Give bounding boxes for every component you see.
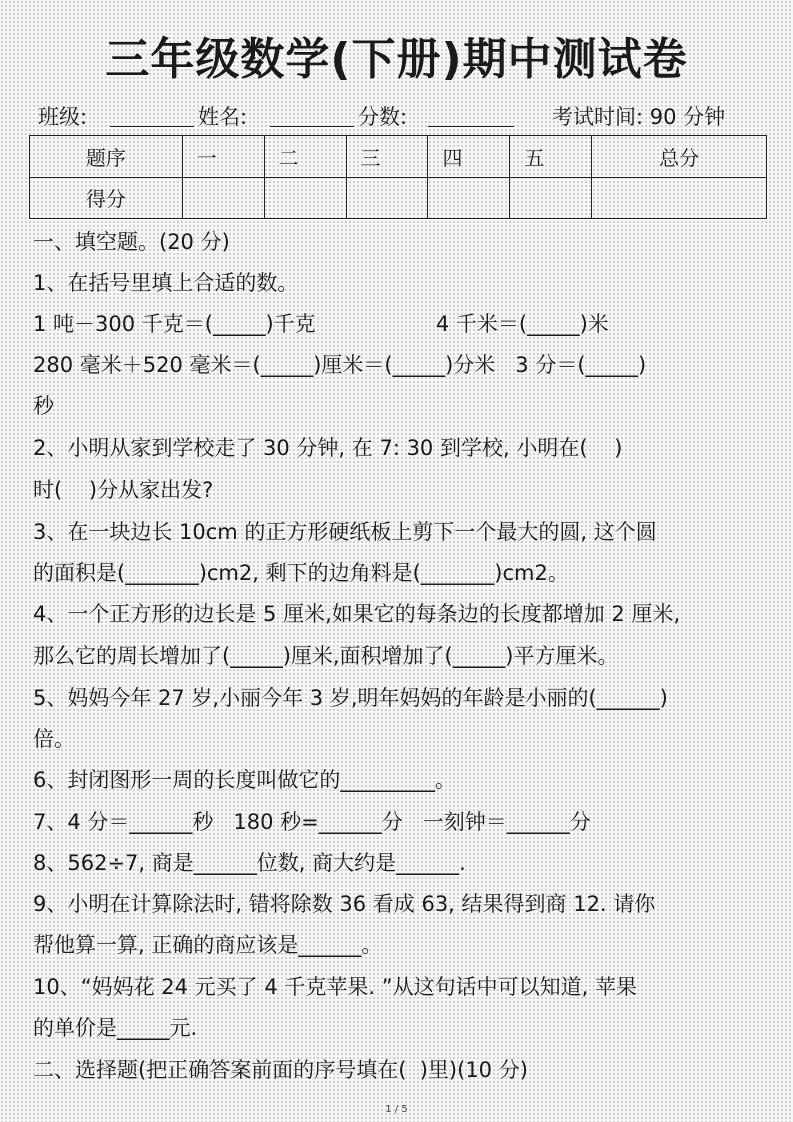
exam-title: 三年级数学(下册)期中测试卷 [105,34,688,85]
score-header-cell: 题序 [30,136,183,178]
score-cell[interactable] [182,177,264,219]
class-blank[interactable] [110,102,194,127]
question-line: 的面积是(_______)cm2, 剩下的边角料是(_______)cm2。 [33,561,569,585]
question-line: 倍。 [33,727,75,751]
question-line: 时( )分从家出发? [33,478,214,502]
score-row-label: 得分 [30,177,183,219]
score-cell[interactable] [428,177,510,219]
question-line: 那么它的周长增加了(_____)厘米,面积增加了(_____)平方厘米。 [33,644,619,668]
question-line: 秒 [33,394,54,418]
score-cell[interactable] [592,177,767,219]
question-line: 280 毫米＋520 毫米＝(_____)厘米＝(_____)分米 3 分＝(_____) [33,353,647,377]
question-line: 8、562÷7, 商是______位数, 商大约是______. [33,851,466,875]
score-table-score-row [30,177,767,219]
question-line: 6、封闭图形一周的长度叫做它的_________。 [33,768,456,792]
class-label: 班级: [38,105,88,129]
question-line: 1 吨－300 千克＝(_____)千克 4 千米＝(_____)米 [33,312,609,336]
score-cell[interactable] [346,177,428,219]
page-number: 1 / 5 [385,1104,408,1115]
question-line: 5、妈妈今年 27 岁,小丽今年 3 岁,明年妈妈的年龄是小丽的(______) [33,686,668,710]
section-heading-fill-blank: 一、填空题。(20 分) [33,230,230,254]
exam-info-row [38,100,768,134]
question-line: 2、小明从家到学校走了 30 分钟, 在 7: 30 到学校, 小明在( ) [33,436,623,460]
question-line: 1、在括号里填上合适的数。 [33,271,299,295]
score-table-header-row [30,136,767,178]
name-blank[interactable] [270,102,354,127]
score-header-cell: 总分 [592,136,767,178]
question-line: 4、一个正方形的边长是 5 厘米,如果它的每条边的长度都增加 2 厘米, [33,602,681,626]
score-cell[interactable] [510,177,592,219]
score-label: 分数: [358,105,408,129]
score-cell[interactable] [264,177,346,219]
score-header-cell: 三 [346,136,428,178]
score-header-cell: 五 [510,136,592,178]
exam-time: 考试时间: 90 分钟 [552,105,726,129]
score-header-cell: 四 [428,136,510,178]
question-line: 的单价是_____元. [33,1016,198,1040]
score-table [29,135,767,219]
score-blank[interactable] [428,102,514,127]
question-line: 7、4 分＝______秒 180 秒=______分 一刻钟＝______分 [33,810,591,834]
question-line: 9、小明在计算除法时, 错将除数 36 看成 63, 结果得到商 12. 请你 [33,892,656,916]
question-line: 3、在一块边长 10cm 的正方形硬纸板上剪下一个最大的圆, 这个圆 [33,520,657,544]
question-line: 10、“妈妈花 24 元买了 4 千克苹果. ”从这句话中可以知道, 苹果 [33,975,637,999]
question-line: 帮他算一算, 正确的商应该是______。 [33,933,383,957]
name-label: 姓名: [198,105,248,129]
section-heading-multiple-choice: 二、选择题(把正确答案前面的序号填在( )里)(10 分) [33,1058,528,1082]
score-header-cell: 一 [182,136,264,178]
score-header-cell: 二 [264,136,346,178]
